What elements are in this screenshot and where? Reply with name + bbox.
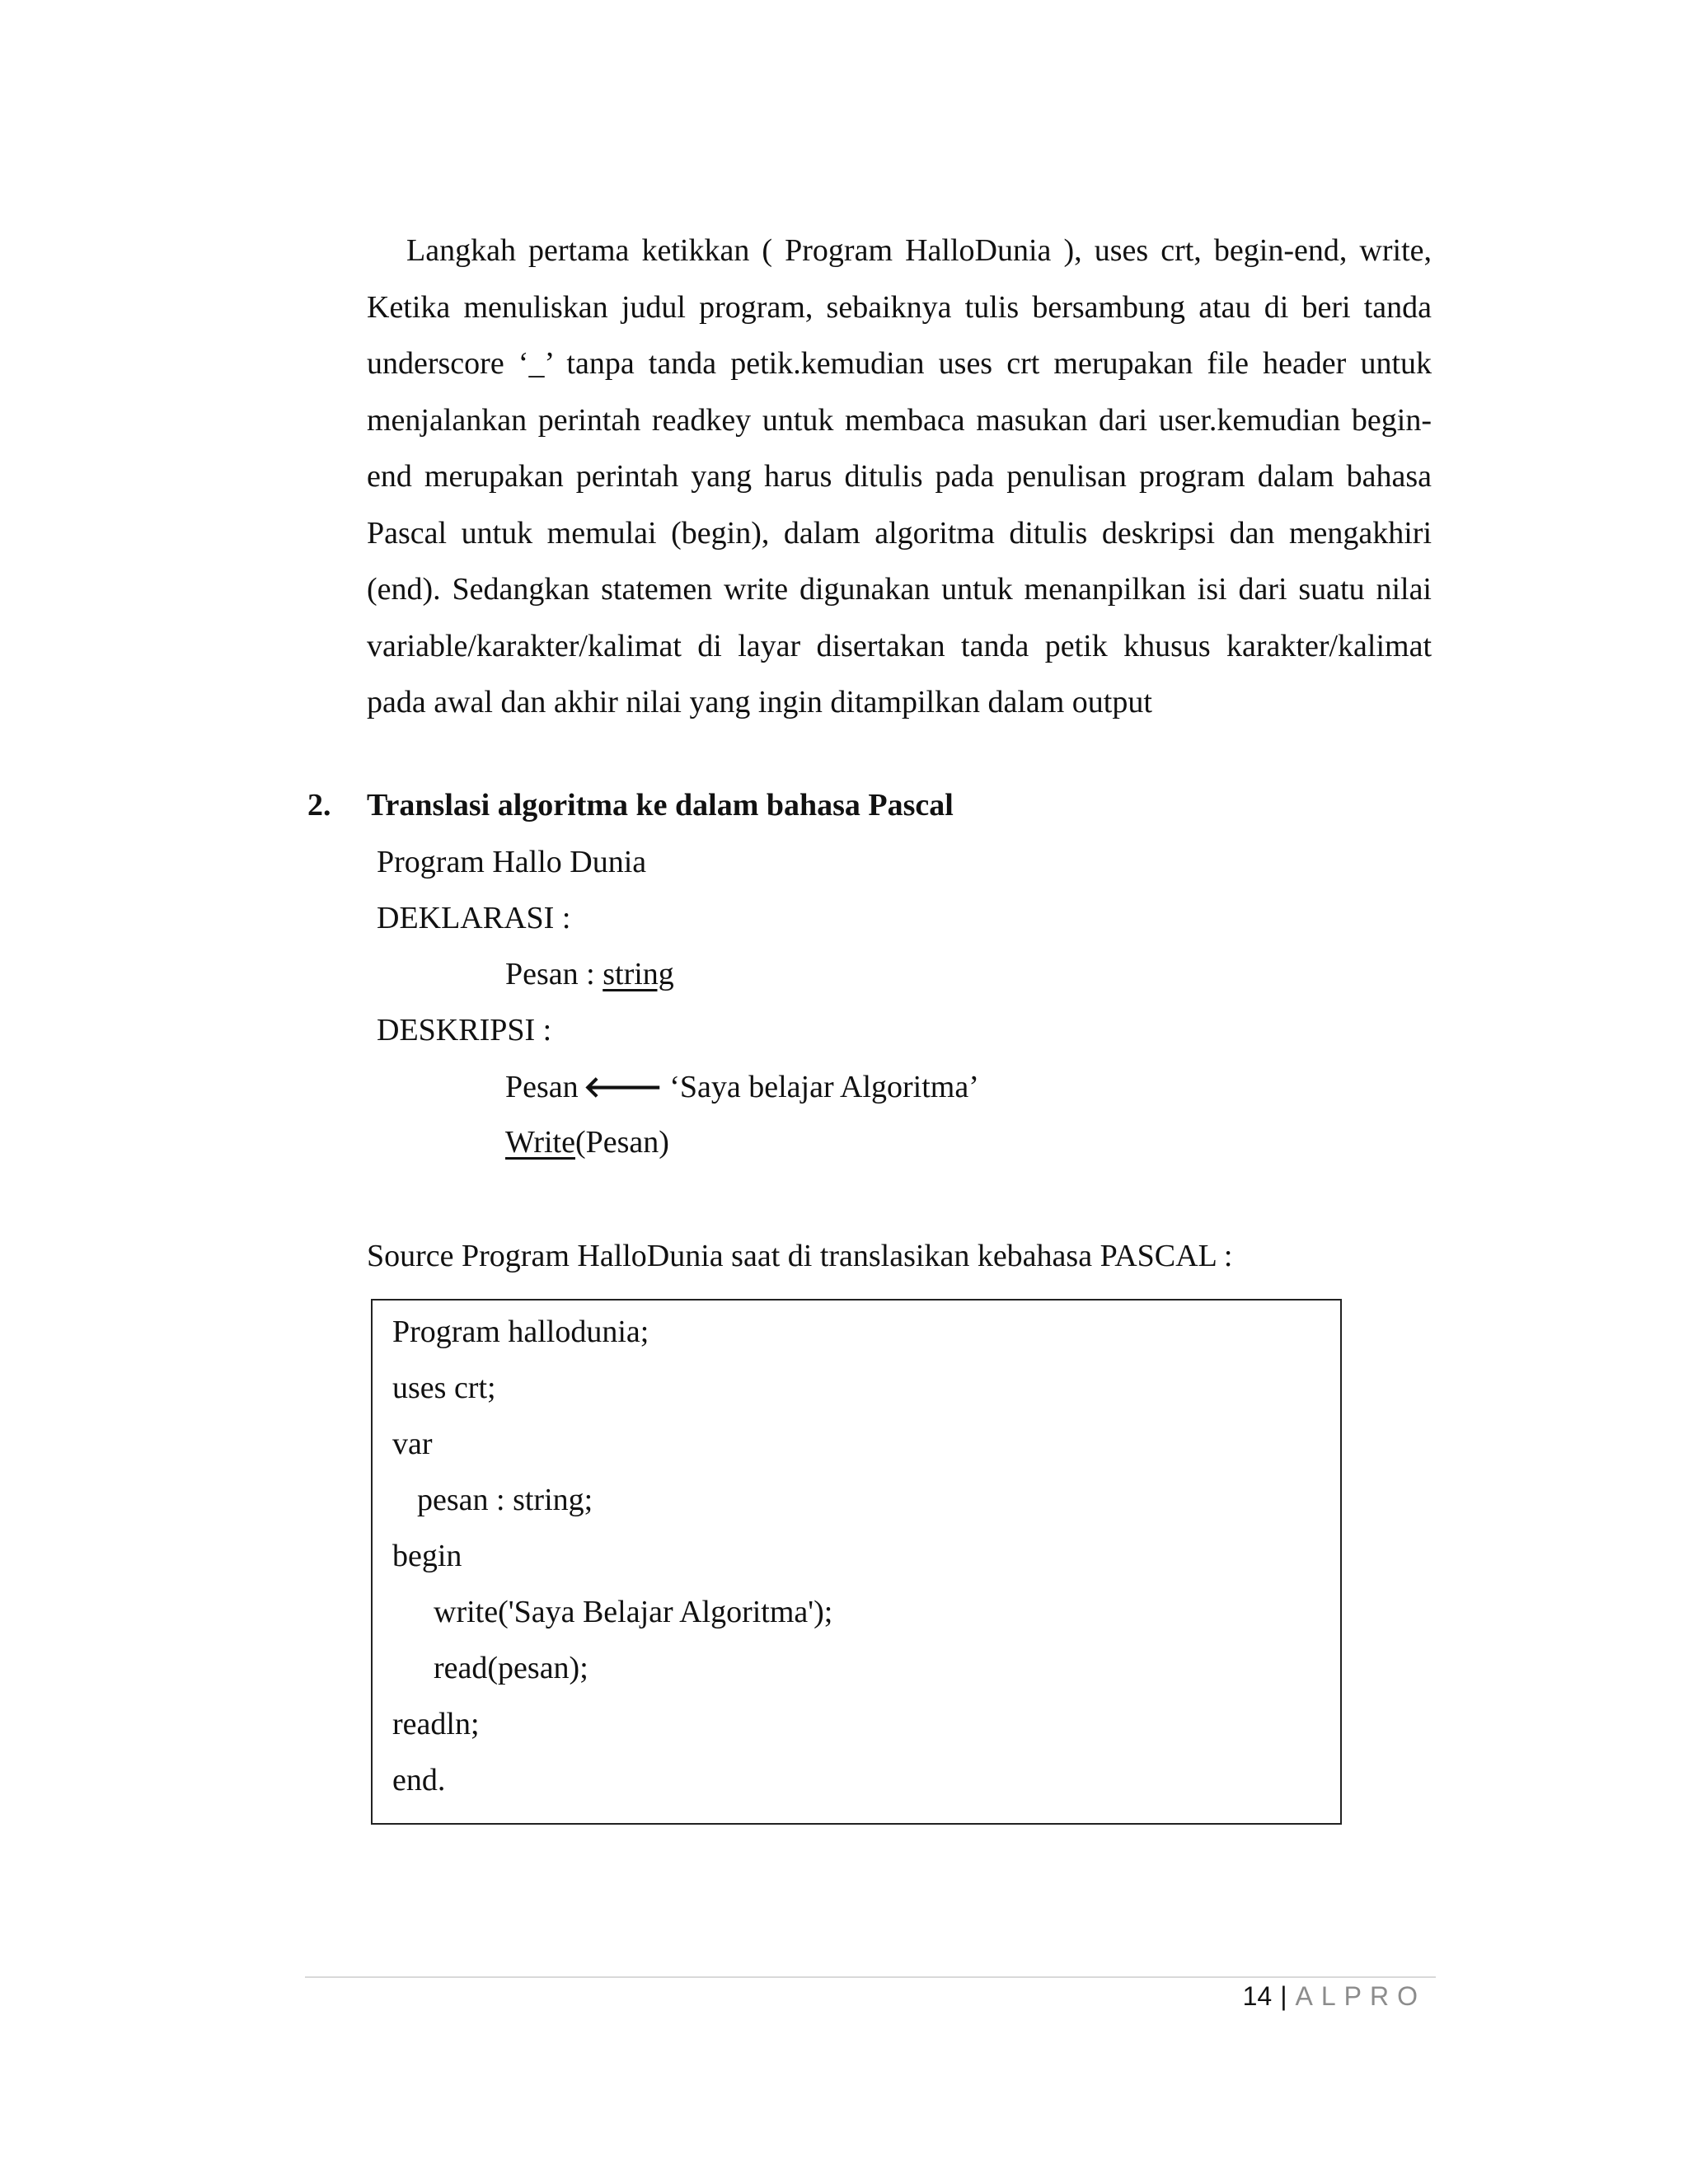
footer-separator: | xyxy=(1280,1981,1287,2011)
source-caption: Source Program HalloDunia saat di translasikan kebahasa PASCAL : xyxy=(367,1239,1233,1273)
code-line: end. xyxy=(392,1763,446,1797)
code-line: Program hallodunia; xyxy=(392,1315,649,1349)
section-number: 2. xyxy=(307,788,331,823)
algorithm-deklarasi-label: DEKLARASI : xyxy=(377,901,571,935)
write-arguments: (Pesan) xyxy=(574,1125,669,1160)
code-line: begin xyxy=(392,1539,462,1573)
code-line: readln; xyxy=(392,1707,480,1741)
left-arrow-icon: 🡐 xyxy=(583,1071,663,1104)
page-footer xyxy=(1243,1981,1426,2012)
footer-divider xyxy=(305,1976,1436,1978)
code-line: read(pesan); xyxy=(434,1651,588,1685)
algorithm-declaration xyxy=(505,956,674,992)
declaration-name: Pesan : xyxy=(505,957,603,991)
algorithm-deskripsi-label: DESKRIPSI : xyxy=(377,1013,552,1047)
body-paragraph: Langkah pertama ketikkan ( Program HalloDunia ), uses crt, begin-end, write, Ketika menuliskan judul program, sebaiknya tulis bersambung atau di beri tanda underscore ‘_’ tanpa tanda petik.kemudian uses crt merupakan file header untuk menjalankan perintah readkey untuk membaca masukan dari user.kemudian begin-end merupakan perintah yang harus ditulis pada penulisan program dalam bahasa Pascal untuk memulai (begin), dalam algoritma ditulis deskripsi dan mengakhiri (end). Sedangkan statemen write digunakan untuk menanpilkan isi dari suatu nilai variable/karakter/kalimat di layar disertakan tanda petik khusus karakter/kalimat pada awal dan akhir nilai yang ingin ditampilkan dalam output xyxy=(367,233,1432,719)
code-line: write('Saya Belajar Algoritma'); xyxy=(434,1595,833,1629)
write-keyword: Write xyxy=(505,1125,575,1160)
footer-title: ALPRO xyxy=(1295,1981,1426,2011)
page-number: 14 xyxy=(1242,1981,1273,2011)
assignment-variable: Pesan xyxy=(505,1070,579,1104)
section-title: Translasi algoritma ke dalam bahasa Pascal xyxy=(367,788,954,823)
assignment-value: ‘Saya belajar Algoritma’ xyxy=(669,1070,979,1104)
algorithm-write xyxy=(505,1124,669,1160)
code-box xyxy=(371,1299,1342,1825)
code-line: var xyxy=(392,1427,433,1461)
code-line: pesan : string; xyxy=(417,1483,593,1517)
section-heading xyxy=(307,787,954,823)
code-line: uses crt; xyxy=(392,1371,496,1405)
declaration-type: string xyxy=(603,957,674,991)
algorithm-program-line: Program Hallo Dunia xyxy=(377,845,647,879)
algorithm-assignment xyxy=(505,1068,979,1105)
